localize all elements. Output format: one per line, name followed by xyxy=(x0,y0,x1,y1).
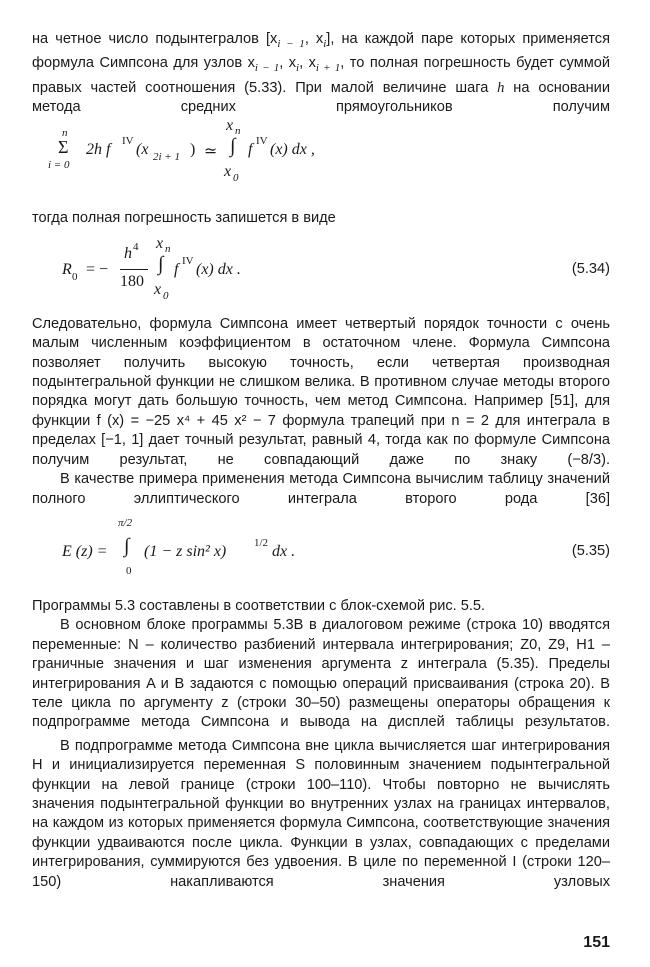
subscript: 0 xyxy=(233,172,239,185)
subscript: i xyxy=(296,62,300,75)
subscript: n xyxy=(235,125,241,138)
lhs-e: E (z) = xyxy=(62,542,108,560)
equation-sum xyxy=(32,117,610,189)
subscript: i xyxy=(323,37,327,50)
approx-sign: ≃ xyxy=(204,143,218,161)
integral-lower-limit: 0 xyxy=(126,564,132,577)
rhs-tail: (x) dx , xyxy=(270,141,315,159)
integrand-tail: (x) dx . xyxy=(196,260,241,278)
subscript: 2i + 1 xyxy=(153,151,180,164)
superscript: IV xyxy=(182,254,194,267)
integral-sign: ∫ xyxy=(230,135,236,158)
equation-number: (5.34) xyxy=(571,260,610,277)
sigma-upper-limit: n xyxy=(62,127,68,140)
text-run: , x xyxy=(279,55,297,72)
paragraph-programs: Программы 5.3 составлены в соответствии с блок-схемой рис. 5.5. xyxy=(32,597,486,614)
subscript: n xyxy=(165,242,171,255)
integral-lower-limit: x xyxy=(154,280,162,298)
text-run: на основании метода средних прямоугольников получим xyxy=(32,79,610,116)
superscript: 1/2 xyxy=(254,536,269,549)
page-body xyxy=(32,30,610,892)
equals-minus: = − xyxy=(86,260,109,278)
text-run: на четное число подынтегралов [x xyxy=(32,31,278,47)
paragraph-example: В качестве примера применения метода Симпсона вычислим таблицу значений полного эллиптического интеграла второго рода [36] xyxy=(32,471,610,507)
integral-upper-limit: π/2 xyxy=(118,516,133,529)
integral-upper-limit: x xyxy=(156,234,164,252)
text-run: ], на каждой паре которых применяется формула Симпсона для узлов x xyxy=(32,31,611,72)
paragraph-total-error: тогда полная погрешность запишется в виде xyxy=(32,210,336,227)
text-run: , x xyxy=(299,55,316,72)
equation-number: (5.35) xyxy=(571,542,610,559)
subscript: i − 1 xyxy=(277,37,305,50)
integrand-body: (1 − z sin² x) xyxy=(144,542,227,560)
paragraph-main-block: В основном блоке программы 5.3В в диалоговом режиме (строка 10) вводятся переменные: N – количество разбиений интервала интегрирования; Z0, Z9, H1 – граничные значения и шаг изменения аргумента z интеграла (5.35). Пределы интегрирования A и B задаются с помощью операций присваивания (строка 20). В теле цикла по аргументу z (строки 30–50) размещены операторы обращения к подпрограмме метода Симпсона и вывода на дисплей таблицы результатов. xyxy=(32,617,610,731)
superscript: 4 xyxy=(133,240,139,253)
integral-sign: ∫ xyxy=(158,252,164,275)
equation-5-35 xyxy=(32,517,610,589)
fraction-line xyxy=(120,269,148,270)
fraction-numerator: h xyxy=(124,244,132,262)
paragraph-conclusion: Следовательно, формула Симпсона имеет четвертый порядок точности с очень малым численным коэффициентом в остаточном члене. Формула Симпсона позволяет получить высокую точность, если четвертая производная подынтегральной функции не слишком велика. В противном случае методы второго порядка могут дать большую точность, чем метод Симпсона. Например [51], для функции f (x) = −25 x⁴ + 45 x² − 7 формула трапеций при n = 2 для интеграла в пределах [−1, 1] дает точный результат, равный 4, тогда как по формуле Симпсона получим результат, не совпадающий даже по знаку (−8/3). xyxy=(32,315,610,468)
integral-sign: ∫ xyxy=(124,534,130,557)
paren: ) xyxy=(190,141,196,159)
paragraph-intro xyxy=(32,30,610,117)
integrand-f: f xyxy=(174,260,179,278)
subscript: i + 1 xyxy=(315,62,341,75)
page-number: 151 xyxy=(583,934,610,951)
superscript: IV xyxy=(256,135,268,148)
superscript: IV xyxy=(122,135,134,148)
integral-lower-limit: x xyxy=(224,163,232,181)
subscript: 0 xyxy=(163,289,169,302)
subscript: i − 1 xyxy=(254,62,280,75)
text-run: , то полная погрешность будет суммой правых частей соотношения (5.33). При малой величине шага xyxy=(32,55,611,96)
paragraph-subroutine: В подпрограмме метода Симпсона вне цикла вычисляется шаг интегрирования H и инициализируется переменная S половинным значением подынтегральной функции на левой границе (строки 100–110). Чтобы повторно не вычислять значения подынтегральной функции во внутренних узлах на границах интервалов, на каждом из которых применяется формула Симпсона, соответствующие значения функции удваиваются после цикла. Функции в узлах, совпадающих с пределами интегрирования, суммируются без удвоения. В циле по переменной I (строки 120–150) накапливаются значения узловых xyxy=(32,737,610,890)
equation-5-34 xyxy=(32,234,610,309)
lhs-r: R xyxy=(62,260,72,278)
sigma-lower-limit: i = 0 xyxy=(48,159,70,172)
integrand-tail: dx . xyxy=(272,542,296,560)
rhs-f: f xyxy=(248,141,253,159)
subscript: 0 xyxy=(72,270,78,283)
math-h: h xyxy=(497,79,505,96)
fraction-denominator: 180 xyxy=(120,272,144,290)
integral-upper-limit: x xyxy=(226,117,234,135)
text-run: , x xyxy=(304,31,324,47)
sum-body: 2h f xyxy=(86,141,111,159)
sigma-symbol: Σ xyxy=(58,137,69,158)
sum-argument: (x xyxy=(136,141,149,159)
